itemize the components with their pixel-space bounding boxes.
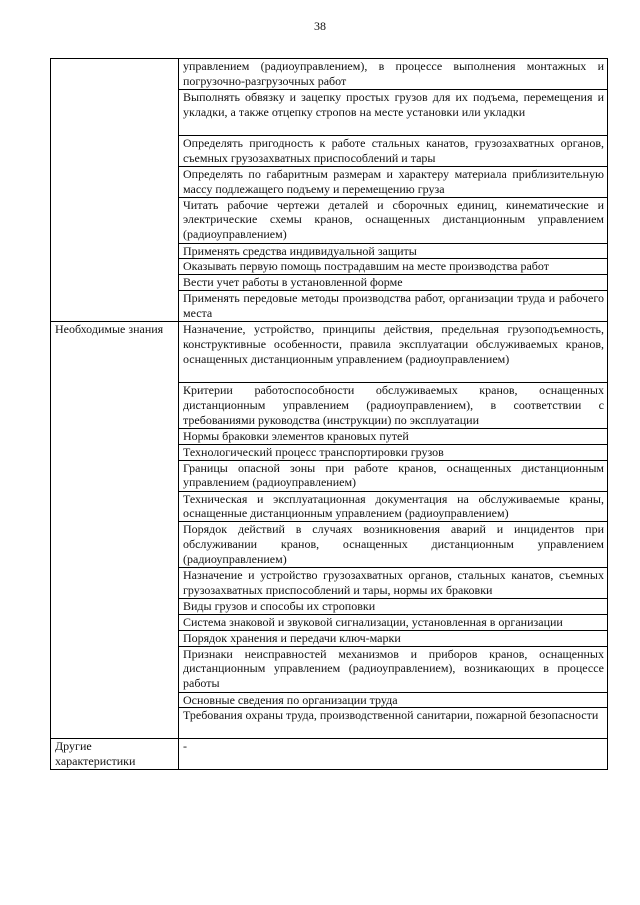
table-row xyxy=(51,321,608,382)
row-label-knowledge: Необходимые знания xyxy=(51,321,179,738)
row-text: Требования охраны труда, производственной санитарии, пожарной безопасности xyxy=(179,708,608,739)
row-text: Признаки неисправностей механизмов и приборов кранов, оснащенных дистанционным управлением (радиоуправлением), возникающих в процессе работы xyxy=(179,646,608,692)
row-text: Читать рабочие чертежи деталей и сборочных единиц, кинематические и электрические схемы кранов, оснащенных дистанционным управлением (радиоуправлением) xyxy=(179,197,608,243)
page-number: 38 xyxy=(314,19,326,33)
row-text: Определять пригодность к работе стальных канатов, грузозахватных органов, съемных грузозахватных приспособлений и тары xyxy=(179,136,608,167)
requirements-table xyxy=(50,58,608,770)
row-text: Техническая и эксплуатационная документация на обслуживаемые краны, оснащенные дистанционным управлением (радиоуправлением) xyxy=(179,491,608,522)
row-text: - xyxy=(179,739,608,770)
row-text: Технологический процесс транспортировки грузов xyxy=(179,444,608,460)
row-text: Применять средства индивидуальной защиты xyxy=(179,243,608,259)
row-text: Порядок действий в случаях возникновения аварий и инцидентов при обслуживании кранов, оснащенных дистанционным управлением (радиоуправлением) xyxy=(179,522,608,568)
row-label-empty xyxy=(51,59,179,322)
row-text: Границы опасной зоны при работе кранов, оснащенных дистанционным управлением (радиоуправлением) xyxy=(179,460,608,491)
row-text: Назначение и устройство грузозахватных органов, стальных канатов, съемных грузозахватных приспособлений и тары, нормы их браковки xyxy=(179,568,608,599)
table-row xyxy=(51,59,608,90)
row-text: Нормы браковки элементов крановых путей xyxy=(179,428,608,444)
row-text: Применять передовые методы производства работ, организации труда и рабочего места xyxy=(179,290,608,321)
row-text: Критерии работоспособности обслуживаемых кранов, оснащенных дистанционным управлением (радиоуправлением), в соответствии с требованиями руководства (инструкции) по эксплуатации xyxy=(179,382,608,428)
row-text: Система знаковой и звуковой сигнализации, установленная в организации xyxy=(179,614,608,630)
row-label-other: Другие характеристики xyxy=(51,739,179,770)
row-text: Оказывать первую помощь пострадавшим на месте производства работ xyxy=(179,259,608,275)
row-text: Порядок хранения и передачи ключ-марки xyxy=(179,630,608,646)
row-text: Назначение, устройство, принципы действия, предельная грузоподъемность, конструктивные особенности, правила эксплуатации обслуживаемых кранов, оснащенных дистанционным управлением (радиоуправлением) xyxy=(179,321,608,382)
row-text: Основные сведения по организации труда xyxy=(179,692,608,708)
row-text: Вести учет работы в установленной форме xyxy=(179,275,608,291)
row-text: Выполнять обвязку и зацепку простых грузов для их подъема, перемещения и укладки, а также отцепку стропов на месте установки или укладки xyxy=(179,90,608,136)
row-text: управлением (радиоуправлением), в процессе выполнения монтажных и погрузочно-разгрузочных работ xyxy=(179,59,608,90)
table-row xyxy=(51,739,608,770)
row-text: Виды грузов и способы их строповки xyxy=(179,599,608,615)
row-text: Определять по габаритным размерам и характеру материала приблизительную массу подлежащего подъему и перемещению груза xyxy=(179,167,608,198)
